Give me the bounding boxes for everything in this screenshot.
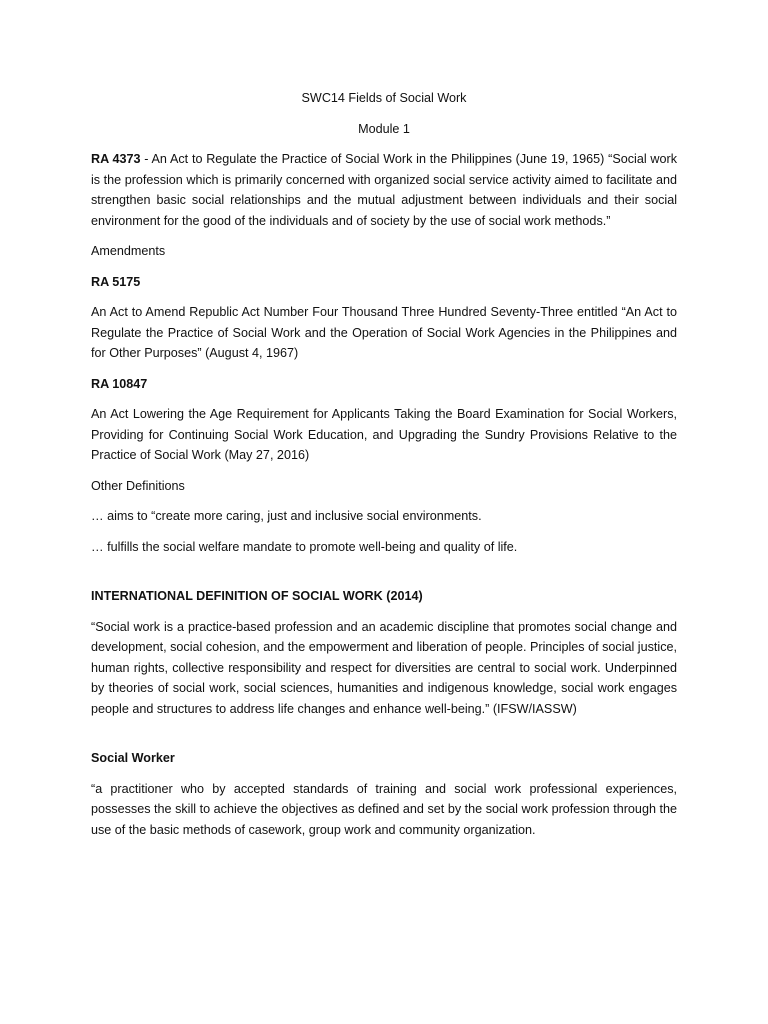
social-worker-heading: Social Worker [91, 751, 175, 765]
document-page [91, 88, 677, 850]
other-definition-1: … aims to “create more caring, just and inclusive social environments. [91, 509, 482, 523]
document-title: SWC14 Fields of Social Work [301, 91, 467, 105]
ra4373-label: RA 4373 [91, 152, 141, 166]
international-definition-text: “Social work is a practice-based profession and an academic discipline that promotes social change and development, social cohesion, and the empowerment and liberation of people. Principles of social justice, human rights, collective responsibility and respect for diversities are central to social work. Underpinned by theories of social work, social sciences, humanities and indigenous knowledge, social work engages people and structures to address life changes and enhance well-being.” (IFSW/IASSW) [91, 619, 677, 716]
ra10847-text: An Act Lowering the Age Requirement for Applicants Taking the Board Examination for Social Workers, Providing for Continuing Social Work Education, and Upgrading the Sundry Provisions Relative to the Practice of Social Work (May 27, 2016) [91, 407, 677, 462]
other-definitions-heading: Other Definitions [91, 478, 185, 493]
spacer [91, 729, 677, 748]
module-label: Module 1 [358, 121, 410, 136]
ra5175-label: RA 5175 [91, 274, 141, 289]
international-definition-heading: INTERNATIONAL DEFINITION OF SOCIAL WORK (2014) [91, 589, 423, 603]
spacer [91, 567, 677, 586]
ra5175-text: An Act to Amend Republic Act Number Four Thousand Three Hundred Seventy-Three entitled “An Act to Regulate the Practice of Social Work and the Operation of Social Work Agencies in the Philippines and for Other Purposes” (August 4, 1967) [91, 305, 677, 360]
ra4373-text: - An Act to Regulate the Practice of Social Work in the Philippines (June 19, 1965) “Social work is the profession which is primarily concerned with organized social service activity aimed to facilitate and strengthen basic social relationships and the mutual adjustment between individuals and their social environment for the good of the individuals and of society by the use of social work methods.” [91, 152, 677, 228]
social-worker-text: “a practitioner who by accepted standards of training and social work professional experiences, possesses the skill to achieve the objectives as defined and set by the social work profession through the use of the basic methods of casework, group work and community organization. [91, 781, 677, 837]
other-definition-2: … fulfills the social welfare mandate to promote well-being and quality of life. [91, 539, 518, 554]
ra4373-paragraph [91, 149, 677, 231]
ra10847-label: RA 10847 [91, 376, 148, 391]
amendments-heading: Amendments [91, 244, 166, 258]
